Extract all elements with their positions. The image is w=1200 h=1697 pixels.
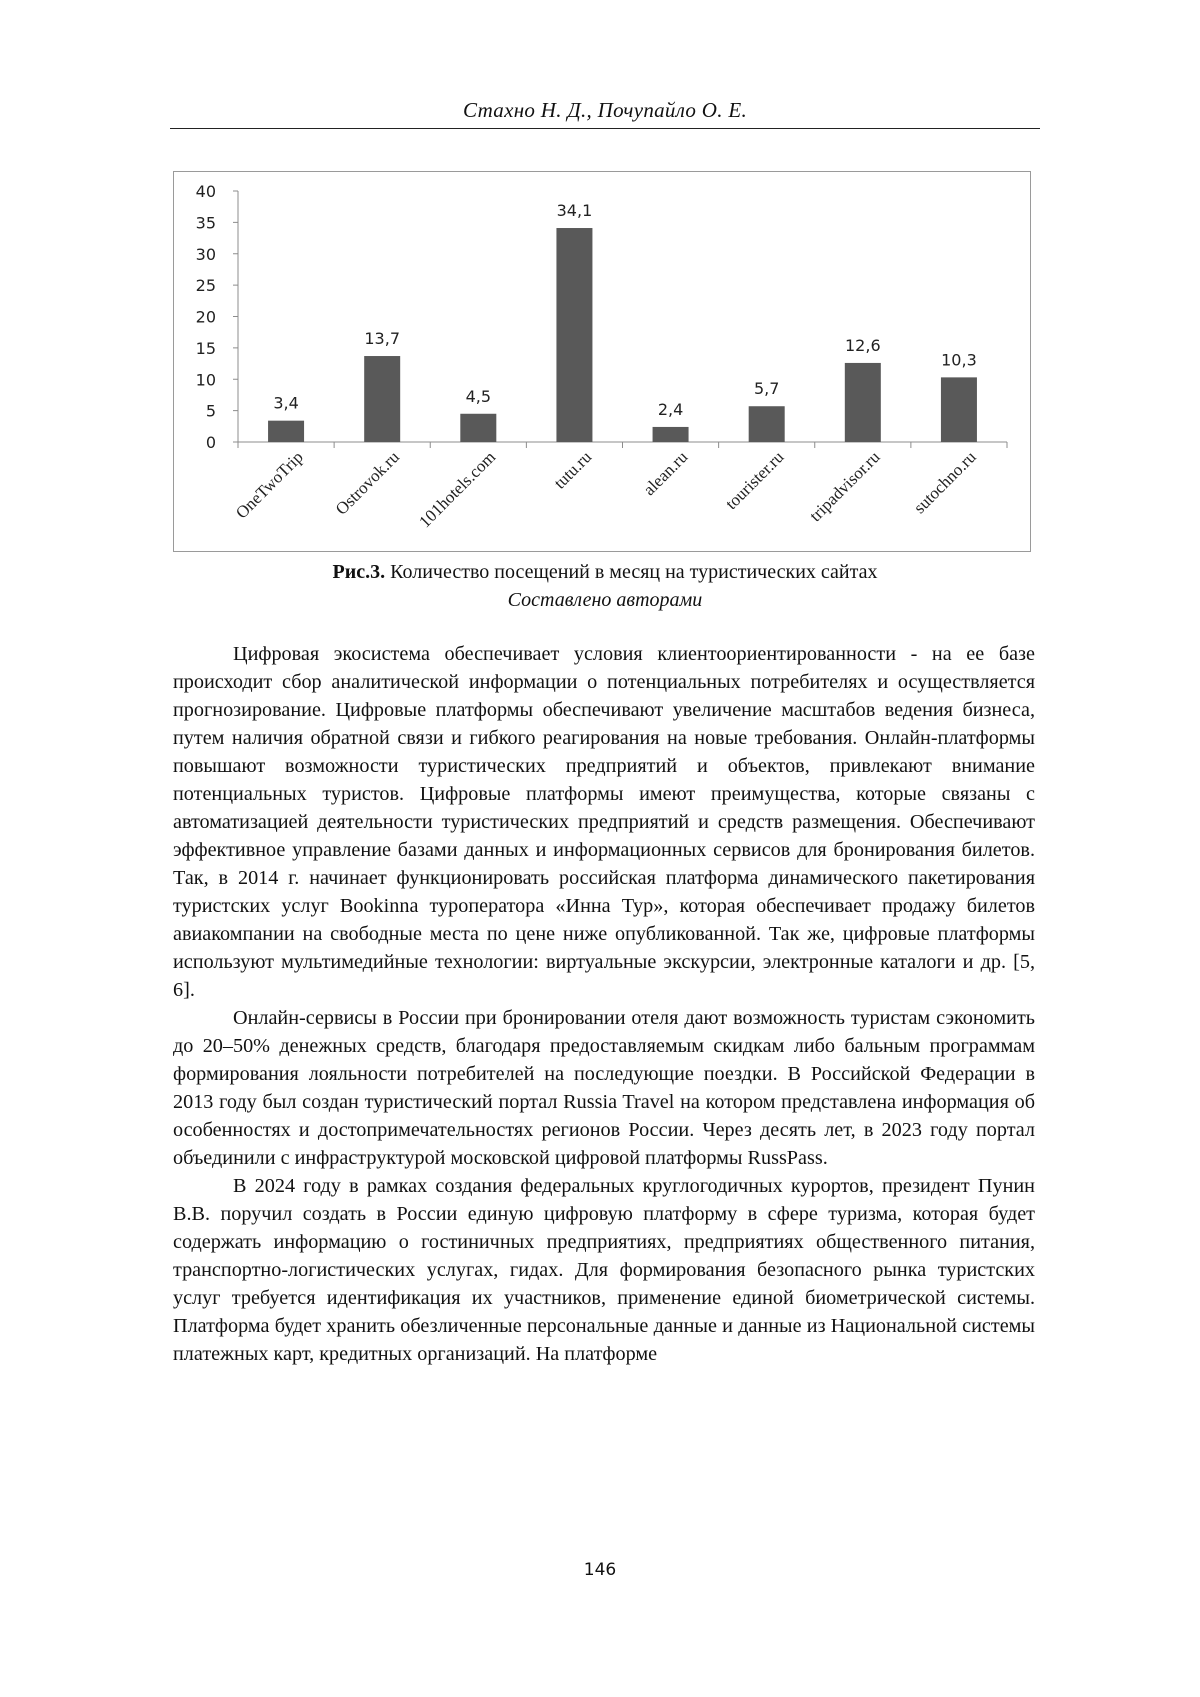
category-label: Ostrovok.ru bbox=[331, 447, 404, 519]
y-tick-label: 30 bbox=[195, 244, 216, 264]
category-label: tourister.ru bbox=[721, 447, 788, 514]
paragraph: В 2024 году в рамках создания федеральных круглогодичных курортов, президент Пунин В.В. поручил создать в России единую цифровую платформу в сфере туризма, которая будет содержать информацию о гостиничных предприятиях, предприятиях общественного питания, транспортно-логистических услугах, гидах. Для формирования безопасного рынка туристских услуг требуется идентификация их участников, применение единой биометрической системы. Платформа будет хранить обезличенные персональные данные и данные из Национальной системы платежных карт, кредитных организаций. На платформе bbox=[173, 1175, 1035, 1365]
figure-source: Составлено авторами bbox=[507, 589, 703, 611]
category-label: tripadvisor.ru bbox=[805, 447, 884, 526]
bar bbox=[460, 414, 496, 442]
figure-label: Рис.3. bbox=[332, 561, 386, 583]
data-label: 2,4 bbox=[657, 399, 684, 419]
bar-chart bbox=[173, 171, 1031, 552]
paragraph: Цифровая экосистема обеспечивает условия клиентоориентированности - на ее базе происходит сбор аналитической информации о потенциальных потребителях и осуществляется прогнозирование. Цифровые платформы обеспечивают увеличение масштабов ведения бизнеса, путем наличия обратной связи и гибкого реагирования на новые требования. Онлайн-платформы повышают возможности туристических предприятий и объектов, привлекают внимание потенциальных туристов. Цифровые платформы имеют преимущества, которые связаны с автоматизацией деятельности туристических предприятий и средств размещения. Обеспечивают эффективное управление базами данных и информационных сервисов для бронирования билетов. Так, в 2014 г. начинает функционировать российская платформа динамического пакетирования туристских услуг Bookinna туроператора «Инна Тур», которая обеспечивает продажу билетов авиакомпании на свободные места по цене ниже опубликованной. Так же, цифровые платформы используют мультимедийные технологии: виртуальные экскурсии, электронные каталоги и др. [5, 6]. bbox=[173, 643, 1035, 1001]
paragraph: Онлайн-сервисы в России при бронировании отеля дают возможность туристам сэкономить до 20–50% денежных средств, благодаря предоставляемым скидкам либо бальным программам формирования лояльности потребителей на последующие поездки. В Российской Федерации в 2013 году был создан туристический портал Russia Travel на котором представлена информация об особенностях и достопримечательностях регионов России. Через десять лет, в 2023 году портал объединили с инфраструктурой московской цифровой платформы RussPass. bbox=[173, 1007, 1035, 1169]
category-label: alean.ru bbox=[639, 447, 692, 500]
bar bbox=[749, 406, 785, 442]
y-tick-label: 40 bbox=[195, 182, 216, 201]
bar bbox=[845, 363, 881, 442]
page-number: 146 bbox=[583, 1560, 617, 1580]
data-label: 5,7 bbox=[753, 379, 780, 399]
bar bbox=[364, 356, 400, 442]
y-tick-label: 35 bbox=[195, 213, 216, 233]
data-label: 10,3 bbox=[941, 350, 977, 370]
y-tick-label: 0 bbox=[205, 433, 216, 452]
figure-caption bbox=[170, 558, 1040, 614]
header-rule bbox=[170, 128, 1040, 129]
figure-caption-text: Количество посещений в месяц на туристических сайтах bbox=[385, 561, 878, 583]
body-text bbox=[173, 640, 1035, 1368]
chart-canvas bbox=[174, 172, 1032, 553]
y-tick-label: 25 bbox=[195, 276, 216, 296]
y-tick-label: 20 bbox=[195, 307, 216, 327]
bar bbox=[653, 427, 689, 442]
data-label: 3,4 bbox=[273, 393, 299, 413]
bar bbox=[556, 228, 592, 442]
data-label: 4,5 bbox=[465, 386, 492, 406]
bar bbox=[268, 421, 304, 442]
category-label: 101hotels.com bbox=[415, 447, 500, 532]
category-label: sutochno.ru bbox=[909, 447, 980, 518]
bar bbox=[941, 377, 977, 442]
data-label: 34,1 bbox=[556, 201, 593, 221]
y-tick-label: 5 bbox=[205, 401, 216, 421]
y-tick-label: 10 bbox=[195, 370, 216, 390]
y-tick-label: 15 bbox=[195, 338, 216, 358]
data-label: 12,6 bbox=[845, 335, 881, 355]
category-label: tutu.ru bbox=[550, 447, 596, 493]
running-head: Стахно Н. Д., Почупайло О. Е. bbox=[462, 98, 748, 122]
category-label: OneTwoTrip bbox=[231, 447, 307, 523]
data-label: 13,7 bbox=[364, 329, 400, 349]
